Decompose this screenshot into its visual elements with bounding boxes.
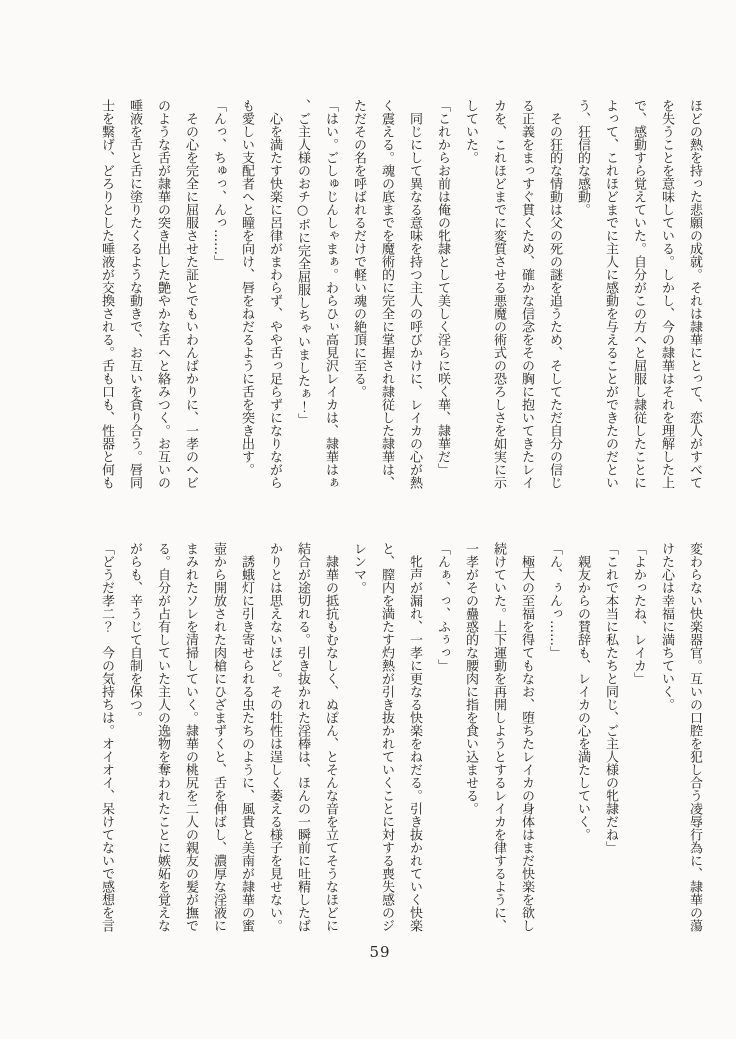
paragraph: 「んっ、ちゅっ、んっ……」	[211, 99, 226, 268]
paragraph: 「これからお前は俺の牝隷として美しく淫らに咲く華、隷華だ」	[435, 99, 450, 476]
paragraph: その心を完全に屈服させた証とでもいわんばかりに、一孝のヘビのような舌が隷華の突き出した艶やかな舌へと絡みつく。お互いの唾液を舌と舌に塗りたくるような動きで、お互いを貪り合う。唇同士を繋げ、どろりとした唾液が交換される。舌も口も、性器と何も	[99, 99, 198, 489]
paragraph: 隷華の抵抗もむなしく、ぬぽん、とそんな音を立てそうなほどに結合が途切れる。引き抜かれた淫棒は、ほんの一瞬前に吐精したばかりとは思えないほど。その牡性は逞しく萎える様子を見せない。	[267, 542, 338, 932]
paragraph: 牝声が漏れ、一孝に更なる快楽をねだる。引き抜かれていく快楽と、膣内を満たす灼熱が引き抜かれていくことに対する喪失感のジレンマ。	[351, 542, 422, 932]
paragraph: 「どうだ孝二？ 今の気持ちは。オイオイ、呆けてないで感想を言	[99, 542, 114, 932]
text-block-top	[86, 99, 708, 495]
paragraph: 親友からの賛辞も、レイカの心を満たしていく。	[575, 542, 590, 841]
paragraph: 変わらない快楽器官。互いの口腔を犯し合う凌辱行為に、隷華の蕩けた心は幸福に満ちていく。	[659, 542, 702, 932]
text-block-bottom	[86, 542, 708, 938]
paragraph: 「んぁ、っ、ふぅっ」	[435, 542, 450, 672]
paragraph: 誘蛾灯に引き寄せられる虫たちのように、風貴と美南が隷華の蜜壺から開放された肉槍にひざまずくと、舌を伸ばし、濃厚な淫液にまみれたソレを清掃していく。隷華の桃尻を二人の親友の髪が撫でる。自分が占有していた主人の逸物を奪われたことに嫉妬を覚えながらも、辛うじて自制を保つ。	[127, 542, 254, 932]
paragraph: 心を満たす快楽に呂律がまわらず、やや舌っ足らずになりながらも愛しい支配者へと瞳を向け、唇をねだるように舌を突き出す。	[239, 99, 282, 489]
page-number: 59	[369, 943, 391, 961]
paragraph: その狂的な情動は父の死の謎を追うため、そしてただ自分の信じる正義をまっすぐ貫くため、確かな信念をその胸に抱いてきたレイカを、これほどまでに変質させる悪魔の術式の恐ろしさを如実に示していた。	[463, 99, 562, 489]
paragraph: 「これで本当に私たちと同じ、ご主人様の牝隷だね」	[603, 542, 618, 854]
paragraph: 「ん、ぅんっ……」	[547, 542, 562, 659]
paragraph: 極大の至福を得てもなお、堕ちたレイカの身体はまだ快楽を欲し続けていた。上下運動を再開しようとするレイカを律するように、一孝がその蠱惑的な腰肉に指を食い込ませる。	[463, 542, 534, 932]
paragraph: ほどの熱を持った悲願の成就。それは隷華にとって、恋人がすべてを失うことを意味している。しかし、今の隷華はそれを理解した上で、感動すら覚えていた。自分がこの方へと屈服し隷従したことによって、これほどまでに主人に感動を与えることができたのだという、狂信的な感動。	[575, 99, 702, 489]
paragraph: 「はい。ごしゅじんしゃまぁ。わらひぃ高見沢レイカは、隷華はぁ、ご主人様のおチ○ポに完全屈服しちゃいましたぁ！」	[295, 99, 338, 489]
paragraph: 「よかったね、レイカ」	[631, 542, 646, 685]
paragraph: 同じにして異なる意味を持つ主人の呼びかけに、レイカの心が熱く震える。魂の底までを魔術的に完全に掌握され隷従した隷華は、ただその名を呼ばれるだけで軽い魂の絶頂に至る。	[351, 99, 422, 489]
